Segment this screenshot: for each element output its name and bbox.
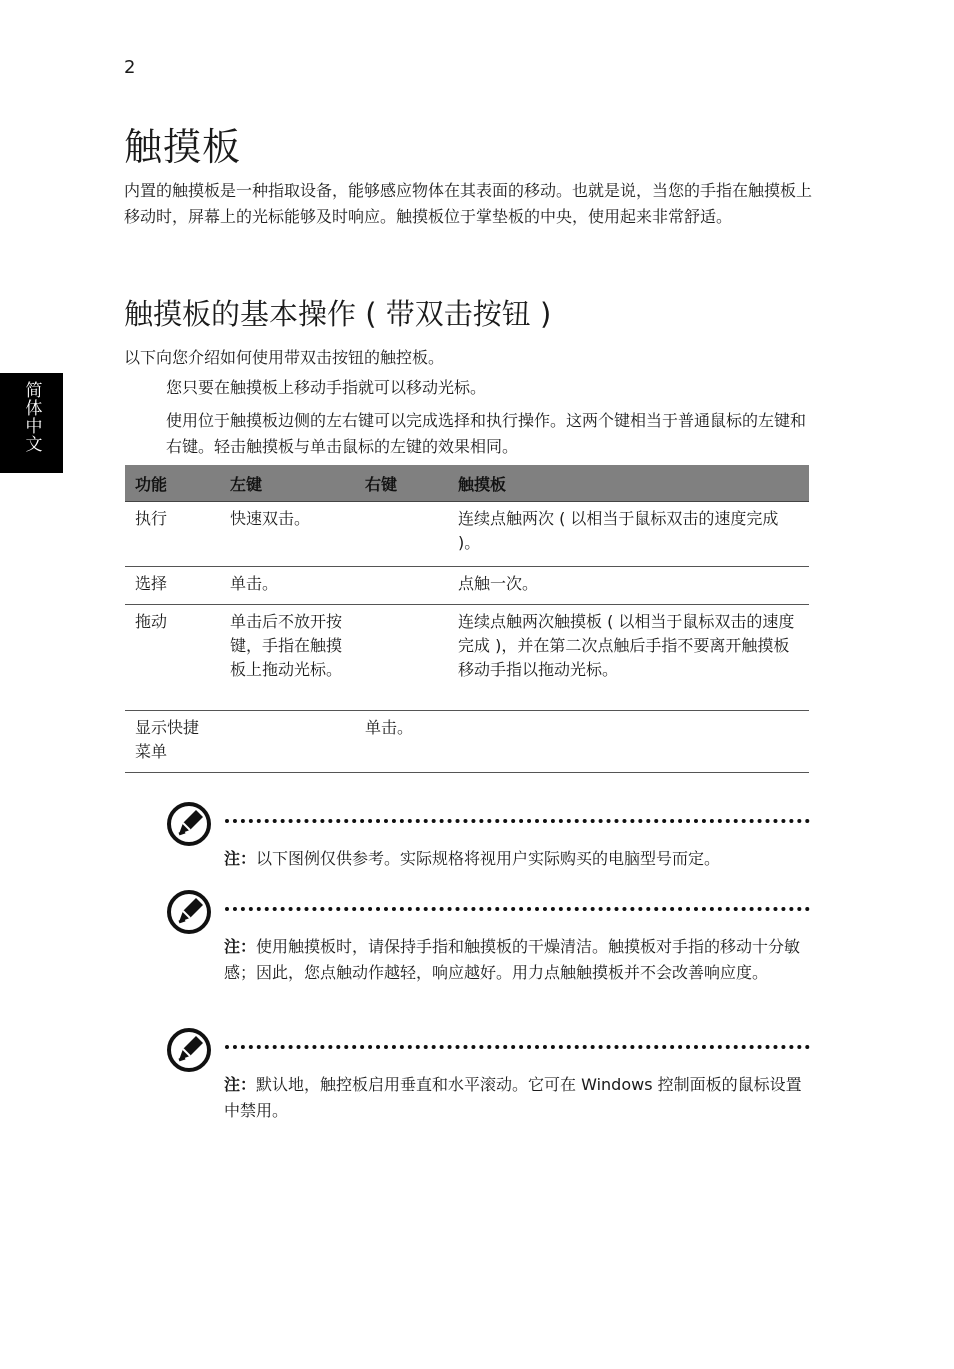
- note-text: [224, 934, 804, 986]
- page-number: 2: [124, 57, 136, 78]
- note-pen-icon: [166, 889, 212, 935]
- page-title: 触摸板: [124, 125, 242, 169]
- note-label: 注：: [224, 1075, 257, 1094]
- note-divider: [225, 1045, 810, 1049]
- note-pen-icon: [166, 1027, 212, 1073]
- table-cell: 选择: [125, 567, 220, 605]
- table-cell: [448, 711, 809, 773]
- table-cell: 单击后不放开按键，手指在触摸板上拖动光标。: [220, 605, 355, 711]
- note-text: [224, 1072, 804, 1124]
- header-left-button: 左键: [220, 465, 355, 502]
- table-cell: 点触一次。: [448, 567, 809, 605]
- note-label: 注：: [224, 849, 257, 868]
- note-body: 使用触摸板时，请保持手指和触摸板的干燥清洁。触摸板对手指的移动十分敏感；因此，您点触动作越轻，响应越好。用力点触触摸板并不会改善响应度。: [224, 937, 801, 982]
- table-row: [125, 605, 809, 711]
- touchpad-operations-table: [125, 465, 809, 773]
- language-tab: [0, 373, 63, 473]
- table-cell: [355, 567, 448, 605]
- table-cell: 单击。: [355, 711, 448, 773]
- note-1: [166, 801, 810, 868]
- header-right-button: 右键: [355, 465, 448, 502]
- table-cell: 显示快捷菜单: [125, 711, 220, 773]
- note-3: [166, 1027, 810, 1120]
- table-cell: 拖动: [125, 605, 220, 711]
- header-function: 功能: [125, 465, 220, 502]
- table-cell: [355, 502, 448, 567]
- language-tab-label: 简体中文: [21, 381, 42, 453]
- note-divider: [225, 907, 810, 911]
- table-cell: [220, 711, 355, 773]
- note-divider: [225, 819, 810, 823]
- table-row: [125, 567, 809, 605]
- section-lead: 以下向您介绍如何使用带双击按钮的触控板。: [124, 348, 445, 367]
- section-title: 触摸板的基本操作 ( 带双击按钮 ): [124, 297, 552, 331]
- note-text: [224, 846, 804, 872]
- note-body: 以下图例仅供参考。实际规格将视用户实际购买的电脑型号而定。: [256, 849, 721, 868]
- note-label: 注：: [224, 937, 257, 956]
- section-bullet-2: 使用位于触摸板边侧的左右键可以完成选择和执行操作。这两个键相当于普通鼠标的左键和右键。轻击触摸板与单击鼠标的左键的效果相同。: [166, 411, 807, 456]
- table-cell: 执行: [125, 502, 220, 567]
- table-cell: 连续点触两次 ( 以相当于鼠标双击的速度完成 )。: [448, 502, 809, 567]
- table-cell: [355, 605, 448, 711]
- table-row: [125, 711, 809, 773]
- table-header-row: [125, 465, 809, 502]
- table-cell: 单击。: [220, 567, 355, 605]
- intro-paragraph: 内置的触摸板是一种指取设备，能够感应物体在其表面的移动。也就是说，当您的手指在触摸板上移动时，屏幕上的光标能够及时响应。触摸板位于掌垫板的中央，使用起来非常舒适。: [124, 181, 813, 226]
- table-row: [125, 502, 809, 567]
- note-body: 默认地，触控板启用垂直和水平滚动。它可在 Windows 控制面板的鼠标设置中禁用。: [224, 1075, 802, 1120]
- header-touchpad: 触摸板: [448, 465, 809, 502]
- section-bullet-1: 您只要在触摸板上移动手指就可以移动光标。: [166, 378, 487, 397]
- note-pen-icon: [166, 801, 212, 847]
- table-cell: 连续点触两次触摸板 ( 以相当于鼠标双击的速度完成 )，并在第二次点触后手指不要离开触摸板移动手指以拖动光标。: [448, 605, 809, 711]
- table-cell: 快速双击。: [220, 502, 355, 567]
- note-2: [166, 889, 810, 982]
